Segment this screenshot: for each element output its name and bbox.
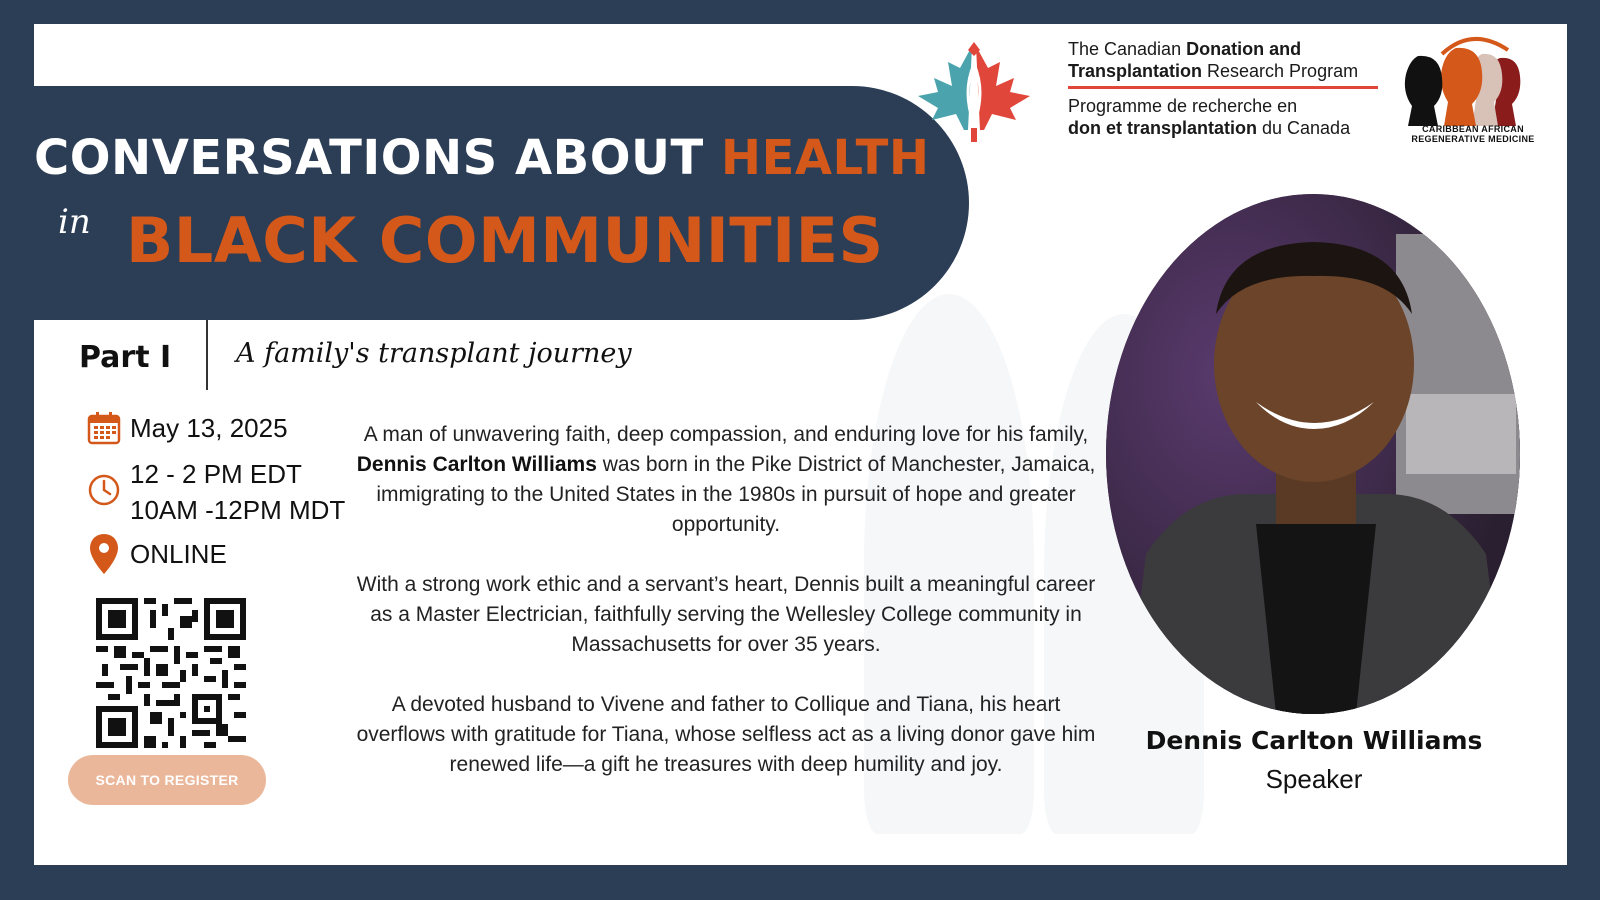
title-connector: in	[58, 202, 91, 242]
event-subtitle: A family's transplant journey	[236, 338, 632, 369]
divider	[206, 320, 208, 390]
bio-paragraph: With a strong work ethic and a servant’s heart, Dennis built a meaningful career as a Master Electrician, faithfully serving the Wellesley College community in Massachusetts for over 35 years.	[356, 573, 1096, 656]
speaker-name: Dennis Carlton Williams	[1145, 726, 1483, 755]
event-location: ONLINE	[130, 538, 227, 569]
part-label: Part I	[79, 340, 172, 375]
event-location-row	[86, 536, 227, 572]
location-pin-icon	[86, 536, 122, 572]
speaker-photo	[1106, 194, 1520, 714]
event-time: 12 - 2 PM EDT 10AM -12PM MDT	[130, 459, 346, 525]
carm-logo-text: CARIBBEAN AFRICAN REGENERATIVE MEDICINE	[1411, 124, 1535, 144]
clock-icon	[86, 472, 122, 508]
calendar-icon	[86, 410, 122, 446]
qr-code[interactable]	[96, 598, 246, 748]
event-date-row	[86, 410, 288, 446]
page-title-line2: BLACK COMMUNITIES	[126, 204, 884, 277]
event-date: May 13, 2025	[130, 412, 288, 443]
maple-leaf-logo	[904, 34, 1044, 144]
speaker-role: Speaker	[1265, 764, 1363, 794]
partner-logo-text: The Canadian Donation and Transplantation Research Program Programme de recherche en don et transplantation du Canada	[1068, 38, 1378, 139]
scan-to-register-button[interactable]: SCAN TO REGISTER	[68, 755, 266, 805]
event-card	[34, 24, 1567, 865]
title-banner	[34, 86, 969, 320]
page-title-line1: CONVERSATIONS ABOUT HEALTH	[34, 130, 930, 186]
bio-paragraph: A man of unwavering faith, deep compassion, and enduring love for his family, Dennis Carlton Williams was born in the Pike District of Manchester, Jamaica, immigrating to the United States in the 1980s in pursuit of hope and greater opportunity.	[356, 423, 1096, 536]
bio-paragraph: A devoted husband to Vivene and father to Collique and Tiana, his heart overflows with gratitude for Tiana, whose selfless act as a living donor gave him renewed life—a gift he treasures with deep humility and joy.	[356, 693, 1096, 776]
event-time-icon-row	[86, 472, 122, 508]
speaker-bio	[356, 420, 1096, 810]
